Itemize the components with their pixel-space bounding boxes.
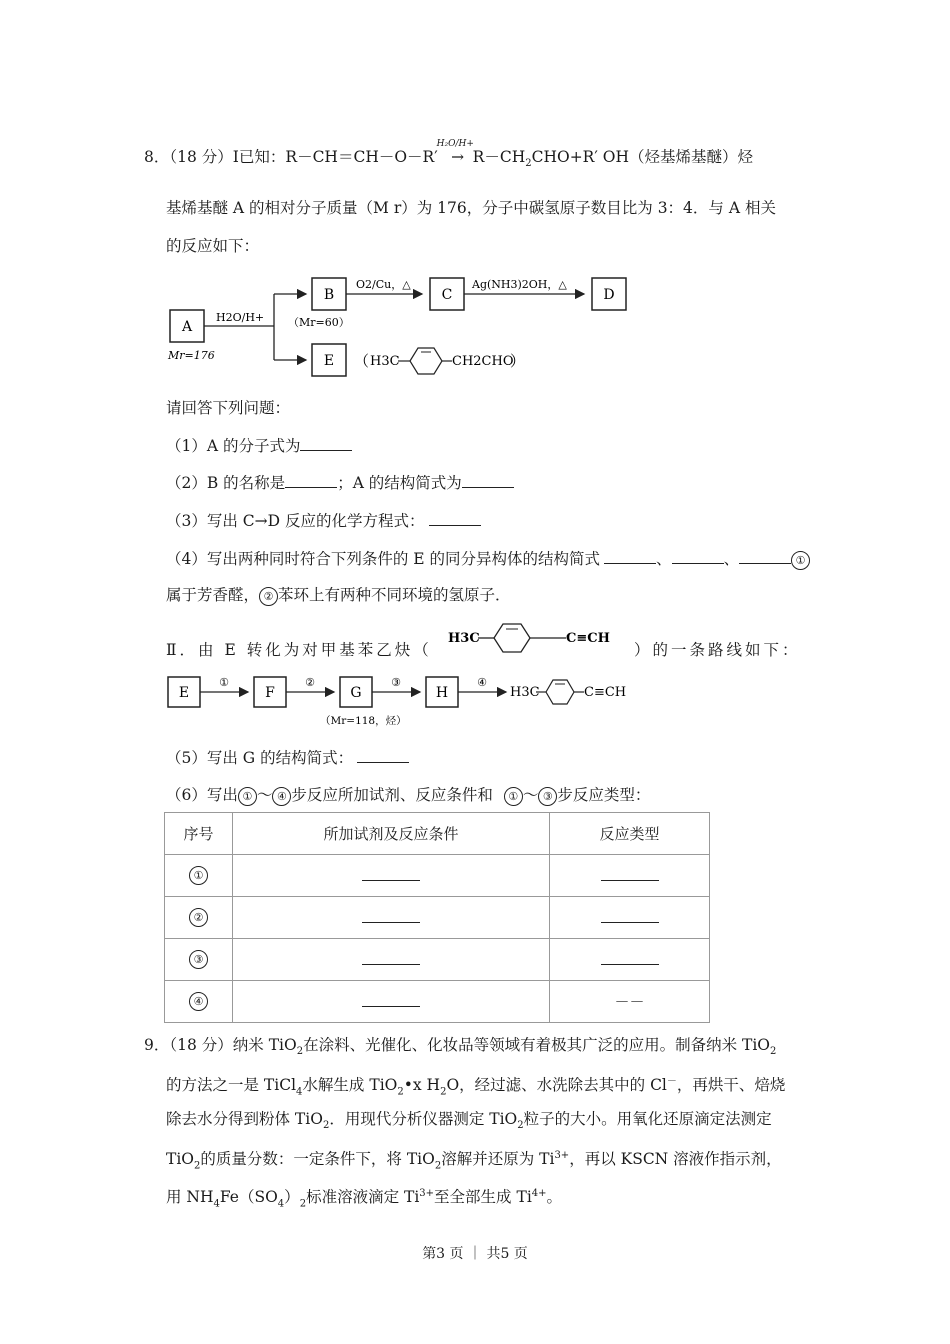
q9-line3-a: 除去水分得到粉体 TiO [166,1110,323,1128]
q9-sub-4: 4 [296,1086,303,1098]
q8-line3: 的反应如下： [166,237,260,255]
sub-question-2 [166,472,514,494]
q9-sub-2g: 2 [194,1160,201,1172]
q9-line3-c: 粒子的大小。用氧化还原滴定法测定 [523,1110,772,1128]
q9-sub-2b: 2 [770,1046,777,1058]
answer-blank-5[interactable] [357,748,409,763]
product-left-group: H3C [510,685,540,700]
e-left-group: H3C [370,354,400,369]
type-blank-1[interactable] [601,866,659,881]
prompt: 请回答下列问题： [166,399,291,417]
sub2-text-b: ；A 的结构简式为 [337,474,462,492]
q8-line2: 基烯基醚 A 的相对分子质量（M r）为 176，分子中碳氢原子数目比为 3：4．与 A 相关 [166,199,776,217]
cond-b-c: O2/Cu，△ [356,278,411,291]
part2-intro-a: Ⅱ．由 E 转化为对甲基苯乙炔（ [166,641,432,659]
cond-c-d: Ag(NH3)2OH，△ [472,278,567,291]
sub2-text-a: （2）B 的名称是 [166,474,286,492]
q9-line5-c: ） [284,1188,300,1207]
reagent-blank-3[interactable] [362,950,420,965]
q9-line4 [166,1145,782,1177]
condition-2-marker: ② [259,587,278,606]
sub6-circle-1: ① [238,787,257,806]
step-1-label: ① [219,676,229,689]
q9-line1-a: 9．（18 分）纳米 TiO [144,1036,297,1054]
reaction-left: R－CH＝CH－O－R′ [285,148,438,166]
q8-line1 [144,139,754,175]
q9-sub-4b: 4 [213,1198,220,1210]
reaction-right-1: R－CH [472,148,526,166]
reaction-condition: H₂O/H+ [436,139,474,149]
q8-part1-marker: Ⅰ已知： [232,148,286,166]
q8-number: 8． [144,148,170,166]
header-reagents: 所加试剂及反应条件 [233,813,550,855]
row-number: ④ [189,992,208,1011]
q9-line4-a: TiO [166,1150,195,1169]
e-paren-open: （ [354,352,370,370]
cond-a: H2O/H+ [216,311,265,324]
sub4-sep-2: 、 [723,550,740,568]
sub4-line2-b: 苯环上有两种不同环境的氢原子． [278,586,511,604]
q9-sub-2h: 2 [434,1160,442,1172]
sub4-sep-1: 、 [656,550,672,568]
sub3-text: （3）写出 C→D 反应的化学方程式： [166,512,425,530]
reaction-right-sub: 2 [525,158,532,170]
q9-line2 [166,1071,785,1103]
table-row [165,855,710,897]
condition-1-marker: ① [791,551,810,570]
row-number: ③ [189,950,208,969]
scheme2-box-f-label: F [265,685,275,701]
sub1-text: （1）A 的分子式为 [166,437,301,455]
answer-blank-2a[interactable] [285,473,337,488]
q9-line2-a: 的方法之一是 TiCl [166,1076,297,1095]
answer-blank-4b[interactable] [672,549,724,564]
q9-line1-b: 在涂料、光催化、化妆品等领域有着极其广泛的应用。制备纳米 TiO [303,1036,771,1054]
table-row [165,981,710,1023]
q9-line4-d: ，再以 KSCN 溶液作指示剂， [569,1150,782,1169]
q9-line5-f: 。 [546,1188,563,1207]
q9-line5-d: 标准溶液滴定 Ti [306,1188,420,1207]
part2-left-group: H3C [448,631,480,646]
q9-line5-b: Fe（SO [219,1188,278,1207]
answer-table [164,812,710,1023]
row-number: ① [189,866,208,885]
e-paren-close: ） [510,352,526,370]
q9-sub-2c: 2 [397,1086,404,1098]
q9-sub-2f: 2 [517,1120,524,1132]
type-not-applicable: －－ [614,993,645,1011]
q9-line5-e: 至全部生成 Ti [434,1188,532,1207]
sub-question-4-line2 [166,584,511,606]
sub-question-3 [166,510,481,532]
scheme2-box-h-label: H [435,685,449,701]
table-header-row [165,813,710,855]
answer-blank-4c[interactable] [739,549,791,564]
q9-line5-a: 用 NH [166,1188,214,1207]
box-a-label: A [181,319,193,335]
answer-blank-2b[interactable] [462,473,514,488]
benzene-ring-part2 [494,624,530,652]
reaction-scheme-2 [160,668,640,732]
sub6-circle-3: ③ [538,787,557,806]
sub6-text-b: 步反应所加试剂、反应条件和 [291,786,493,804]
reagent-blank-1[interactable] [362,866,420,881]
step-2-label: ② [305,676,315,689]
p-methylphenylacetylene-structure [446,622,636,662]
sub4-text: （4）写出两种同时符合下列条件的 E 的同分异构体的结构简式 [166,550,601,568]
box-e-label: E [323,353,335,369]
q9-sub-2i: 2 [299,1198,307,1210]
type-blank-2[interactable] [601,908,659,923]
box-d-label: D [603,287,615,303]
page-footer: 第3 页 ｜ 共5 页 [422,1246,528,1262]
product-right-group: C≡CH [584,685,627,700]
sub-question-6 [166,784,650,806]
scheme2-box-e-label: E [178,685,190,701]
q9-line4-c: 溶解并还原为 Ti [441,1150,555,1169]
reaction-right-2: CHO+R′ OH（烃基烯基醚）烃 [531,148,754,166]
header-seq: 序号 [165,813,233,855]
q9-line3 [166,1108,772,1137]
q9-sup-3plus-b: 3+ [419,1188,435,1199]
q9-line5 [166,1183,562,1215]
reaction-arrow-group [436,139,474,168]
sub6-text-a: （6）写出 [166,786,238,804]
q9-sub-2e: 2 [322,1120,330,1132]
q9-line2-e: ，再烘干、焙烧 [676,1076,786,1095]
sub6-tilde-2: ～ [522,786,539,804]
type-blank-3[interactable] [601,950,659,965]
answer-blank-1[interactable] [300,436,352,451]
step-3-label: ③ [391,676,401,689]
answer-blank-3[interactable] [429,511,481,526]
table-row [165,897,710,939]
box-c-label: C [441,287,453,303]
reagent-blank-4[interactable] [362,992,420,1007]
q9-sup-3plus-a: 3+ [554,1150,570,1161]
part2-right-group: C≡CH [566,631,610,646]
sub6-circle-1b: ① [504,787,523,806]
a-mass: Mr=176 [168,349,215,362]
header-reaction-type: 反应类型 [550,813,710,855]
q9-line2-b: 水解生成 TiO [302,1076,398,1095]
sub-question-1 [166,435,352,457]
sub6-tilde: ～ [256,786,273,804]
scheme2-box-g-label: G [350,685,362,701]
reaction-scheme-1 [160,268,640,386]
sub-question-5 [166,747,409,769]
q9-sup-4plus: 4+ [531,1188,547,1199]
reagent-blank-2[interactable] [362,908,420,923]
sub6-text-c: 步反应类型： [557,786,651,804]
table-row [165,939,710,981]
q9-line3-b: ．用现代分析仪器测定 TiO [329,1110,518,1128]
reaction-arrow: → [451,148,465,166]
q9-sub-2a: 2 [296,1046,304,1058]
q9-line2-c: •x H [403,1076,441,1095]
sub6-circle-4: ④ [272,787,291,806]
part2-intro-b: ）的一条路线如下： [634,641,801,659]
q9-line4-b: 的质量分数：一定条件下，将 TiO [200,1150,435,1169]
g-note: （Mr=118，烃） [320,715,407,727]
step-4-label: ④ [477,676,487,689]
b-mass: （Mr=60） [288,316,350,329]
q9-sub-4c: 4 [277,1198,285,1210]
q8-score: （18 分） [169,148,233,166]
sub-question-4 [166,548,810,570]
box-b-label: B [323,287,335,303]
q9-sub-2d: 2 [440,1086,447,1098]
e-right-group: CH2CHO [452,354,514,369]
q9-line2-d: O，经过滤、水洗除去其中的 Cl [446,1076,667,1095]
answer-blank-4a[interactable] [604,549,656,564]
q9-line1 [144,1034,776,1063]
sub4-line2-a: 属于芳香醛， [166,586,260,604]
row-number: ② [189,908,208,927]
q9-sup-minus: － [666,1076,677,1087]
sub5-text: （5）写出 G 的结构简式： [166,749,354,767]
